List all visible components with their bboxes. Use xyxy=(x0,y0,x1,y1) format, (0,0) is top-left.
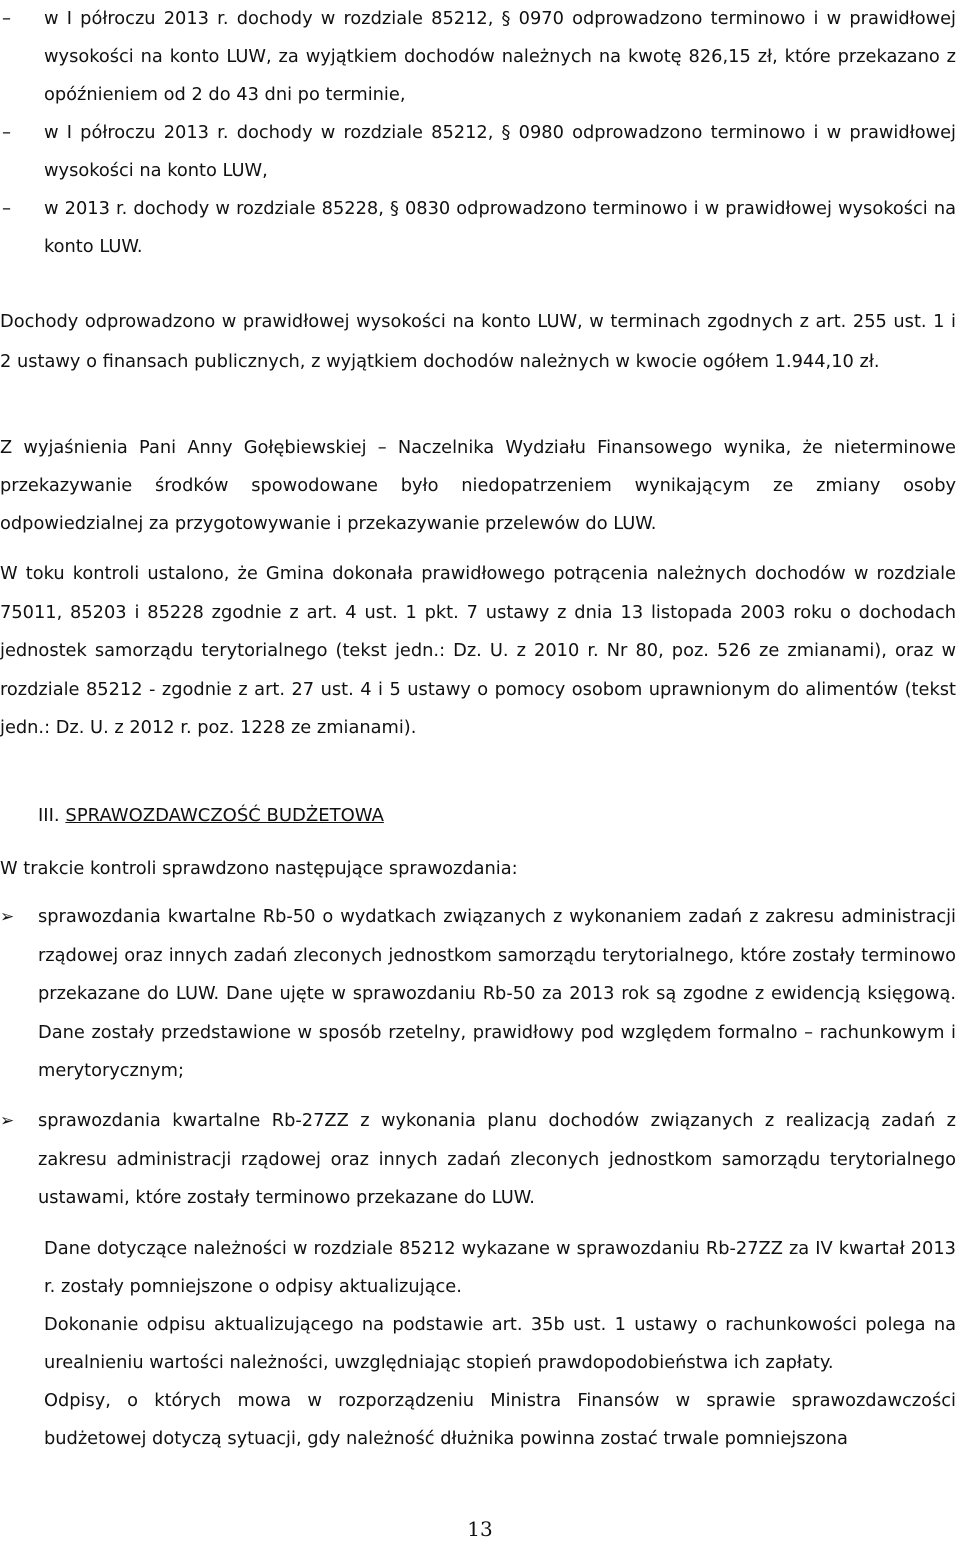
list-item xyxy=(0,898,956,1091)
page-number: 13 xyxy=(467,1517,493,1541)
list-item-text: sprawozdania kwartalne Rb-27ZZ z wykonania planu dochodów związanych z realizacją zadań z zakresu administracji rządowej oraz innych zadań zleconych jednostkom samorządu terytorialnego ustawami, które zostały terminowo przekazane do LUW. xyxy=(38,1110,956,1208)
list-item-text: sprawozdania kwartalne Rb-50 o wydatkach związanych z wykonaniem zadań z zakresu administracji rządowej oraz innych zadań zleconych jednostkom samorządu terytorialnego, które zostały terminowo przekazane do LUW. Dane ujęte w sprawozdaniu Rb-50 za 2013 rok są zgodne z ewidencją księgową. Dane zostały przedstawione w sposób rzetelny, prawidłowy pod względem formalno – rachunkowym i merytorycznym; xyxy=(38,906,956,1081)
note-write-down: Dokonanie odpisu aktualizującego na podstawie art. 35b ust. 1 ustawy o rachunkowości polega na urealnieniu wartości należności, uwzględniając stopień prawdopodobieństwa ich zapłaty. xyxy=(44,1314,956,1373)
report-list-item xyxy=(0,1102,956,1218)
note-regulation: Odpisy, o których mowa w rozporządzeniu Ministra Finansów w sprawie sprawozdawczości budżetowej dotyczą sytuacji, gdy należność dłużnika powinna zostać trwale pomniejszona xyxy=(44,1390,956,1449)
dash-bullet: – xyxy=(2,8,11,29)
paragraph-explanation: Z wyjaśnienia Pani Anny Gołębiewskiej – Naczelnika Wydziału Finansowego wynika, że nieterminowe przekazywanie środków spowodowane było niedopatrzeniem wynikającym ze zmiany osoby odpowiedzialnej za przygotowywanie i przekazywanie przelewów do LUW. xyxy=(0,437,956,534)
dash-bullet: – xyxy=(2,198,11,219)
section-heading xyxy=(38,798,384,834)
list-item xyxy=(0,1102,956,1218)
list-item xyxy=(0,114,956,190)
list-item xyxy=(0,190,956,266)
section-intro: W trakcie kontroli sprawdzono następujące sprawozdania: xyxy=(0,858,518,879)
list-item xyxy=(0,0,956,114)
arrow-bullet-icon: ➢ xyxy=(0,1111,15,1131)
dash-list xyxy=(0,0,956,266)
dash-bullet: – xyxy=(2,122,11,143)
list-item-text: w I półroczu 2013 r. dochody w rozdziale 85212, § 0970 odprowadzono terminowo i w prawidłowej wysokości na konto LUW, za wyjątkiem dochodów należnych na kwotę 826,15 zł, które przekazano z opóźnieniem od 2 do 43 dni po terminie, xyxy=(44,8,956,105)
report-list-item xyxy=(0,898,956,1091)
paragraph-control-findings: W toku kontroli ustalono, że Gmina dokonała prawidłowego potrącenia należnych dochodów w rozdziale 75011, 85203 i 85228 zgodnie z art. 4 ust. 1 pkt. 7 ustawy z dnia 13 listopada 2003 roku o dochodach jednostek samorządu terytorialnego (tekst jedn.: Dz. U. z 2010 r. Nr 80, poz. 526 ze zmianami), oraz w rozdziale 85212 - zgodnie z art. 27 ust. 4 i 5 ustawy o pomocy osobom uprawnionym do alimentów (tekst jedn.: Dz. U. z 2012 r. poz. 1228 ze zmianami). xyxy=(0,563,956,738)
note-receivables: Dane dotyczące należności w rozdziale 85212 wykazane w sprawozdaniu Rb-27ZZ za IV kwartał 2013 r. zostały pomniejszone o odpisy aktualizujące. xyxy=(44,1238,956,1297)
list-item-text: w I półroczu 2013 r. dochody w rozdziale 85212, § 0980 odprowadzono terminowo i w prawidłowej wysokości na konto LUW, xyxy=(44,122,956,181)
paragraph-revenue-transfer: Dochody odprowadzono w prawidłowej wysokości na konto LUW, w terminach zgodnych z art. 255 ust. 1 i 2 ustawy o finansach publicznych, z wyjątkiem dochodów należnych w kwocie ogółem 1.944,10 zł. xyxy=(0,311,956,372)
arrow-bullet-icon: ➢ xyxy=(0,907,15,927)
section-number: III. xyxy=(38,805,60,826)
section-title: SPRAWOZDAWCZOŚĆ BUDŻETOWA xyxy=(65,805,384,826)
list-item-text: w 2013 r. dochody w rozdziale 85228, § 0830 odprowadzono terminowo i w prawidłowej wysokości na konto LUW. xyxy=(44,198,956,257)
